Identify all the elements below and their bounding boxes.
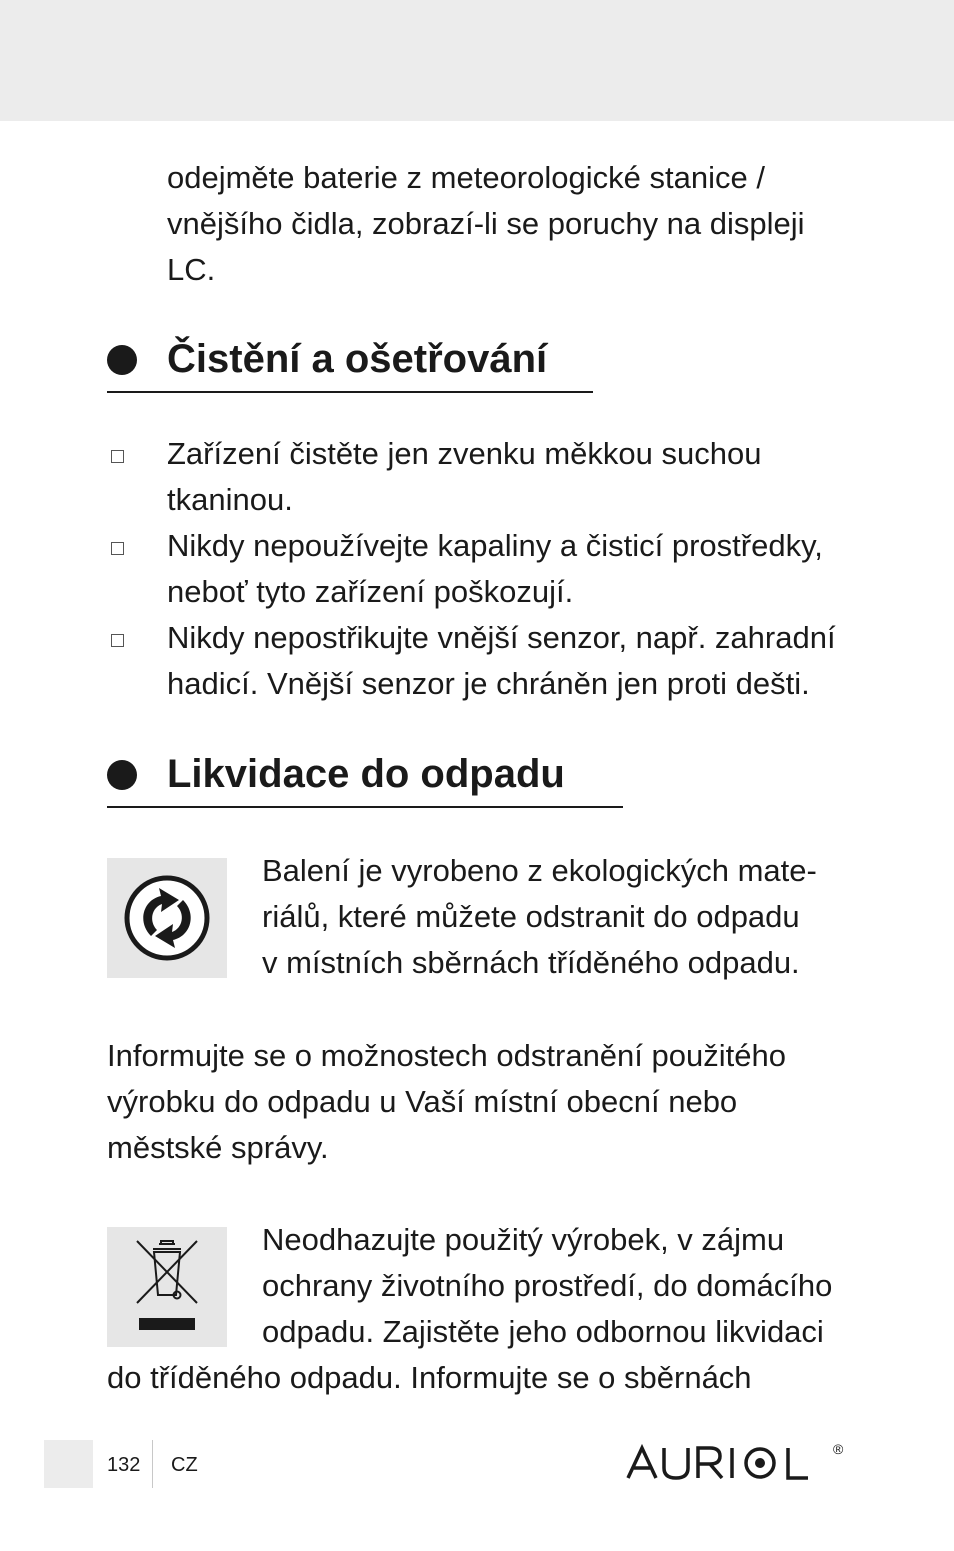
list-item: Nikdy nepoužívejte kapaliny a čisticí prostředky, neboť tyto zařízení poškozují. [107,523,867,615]
checkbox-square-icon [111,542,124,555]
registered-mark: ® [833,1441,844,1457]
brand-name: AURIOL [634,1480,638,1481]
heading-care-title: Čistění a ošetřování [167,337,548,381]
checkbox-square-icon [111,450,124,463]
footer-divider [152,1440,153,1488]
weee-paragraph-continued: do tříděného odpadu. Informujte se o sběrnách [107,1360,752,1395]
crossed-out-wheelie-bin-icon [107,1227,227,1347]
heading-disposal-title: Likvidace do odpadu [167,752,565,796]
top-band [0,0,954,121]
green-dot-recycling-icon [107,858,227,978]
packaging-paragraph: Balení je vyrobeno z ekologických mate- riálů, které můžete odstranit do odpadu v místních sběrnách tříděného odpadu. [262,853,817,980]
list-item: Nikdy nepostřikujte vnější senzor, např. zahradní hadicí. Vnější senzor je chráněn jen proti dešti. [107,615,867,707]
heading-bullet-dot [107,760,137,790]
heading-bullet-dot [107,345,137,375]
language-code: CZ [171,1454,198,1476]
intro-paragraph: odejměte baterie z meteorologické stanice / vnějšího čidla, zobrazí-li se poruchy na displeji LC. [167,160,805,287]
page-number: 132 [107,1454,141,1476]
checkbox-square-icon [111,634,124,647]
inform-paragraph: Informujte se o možnostech odstranění použitého výrobku do odpadu u Vaší místní obecní nebo městské správy. [107,1038,786,1165]
heading-disposal [107,746,623,808]
list-item: Zařízení čistěte jen zvenku měkkou suchou tkaninou. [107,431,867,523]
footer-tab [44,1440,93,1488]
auriol-logo [626,1440,846,1484]
weee-paragraph: Neodhazujte použitý výrobek, v zájmu ochrany životního prostředí, do domácího odpadu. Zajistěte jeho odbornou likvidaci [262,1222,833,1349]
care-bullet-list [107,431,867,707]
heading-care [107,331,593,393]
